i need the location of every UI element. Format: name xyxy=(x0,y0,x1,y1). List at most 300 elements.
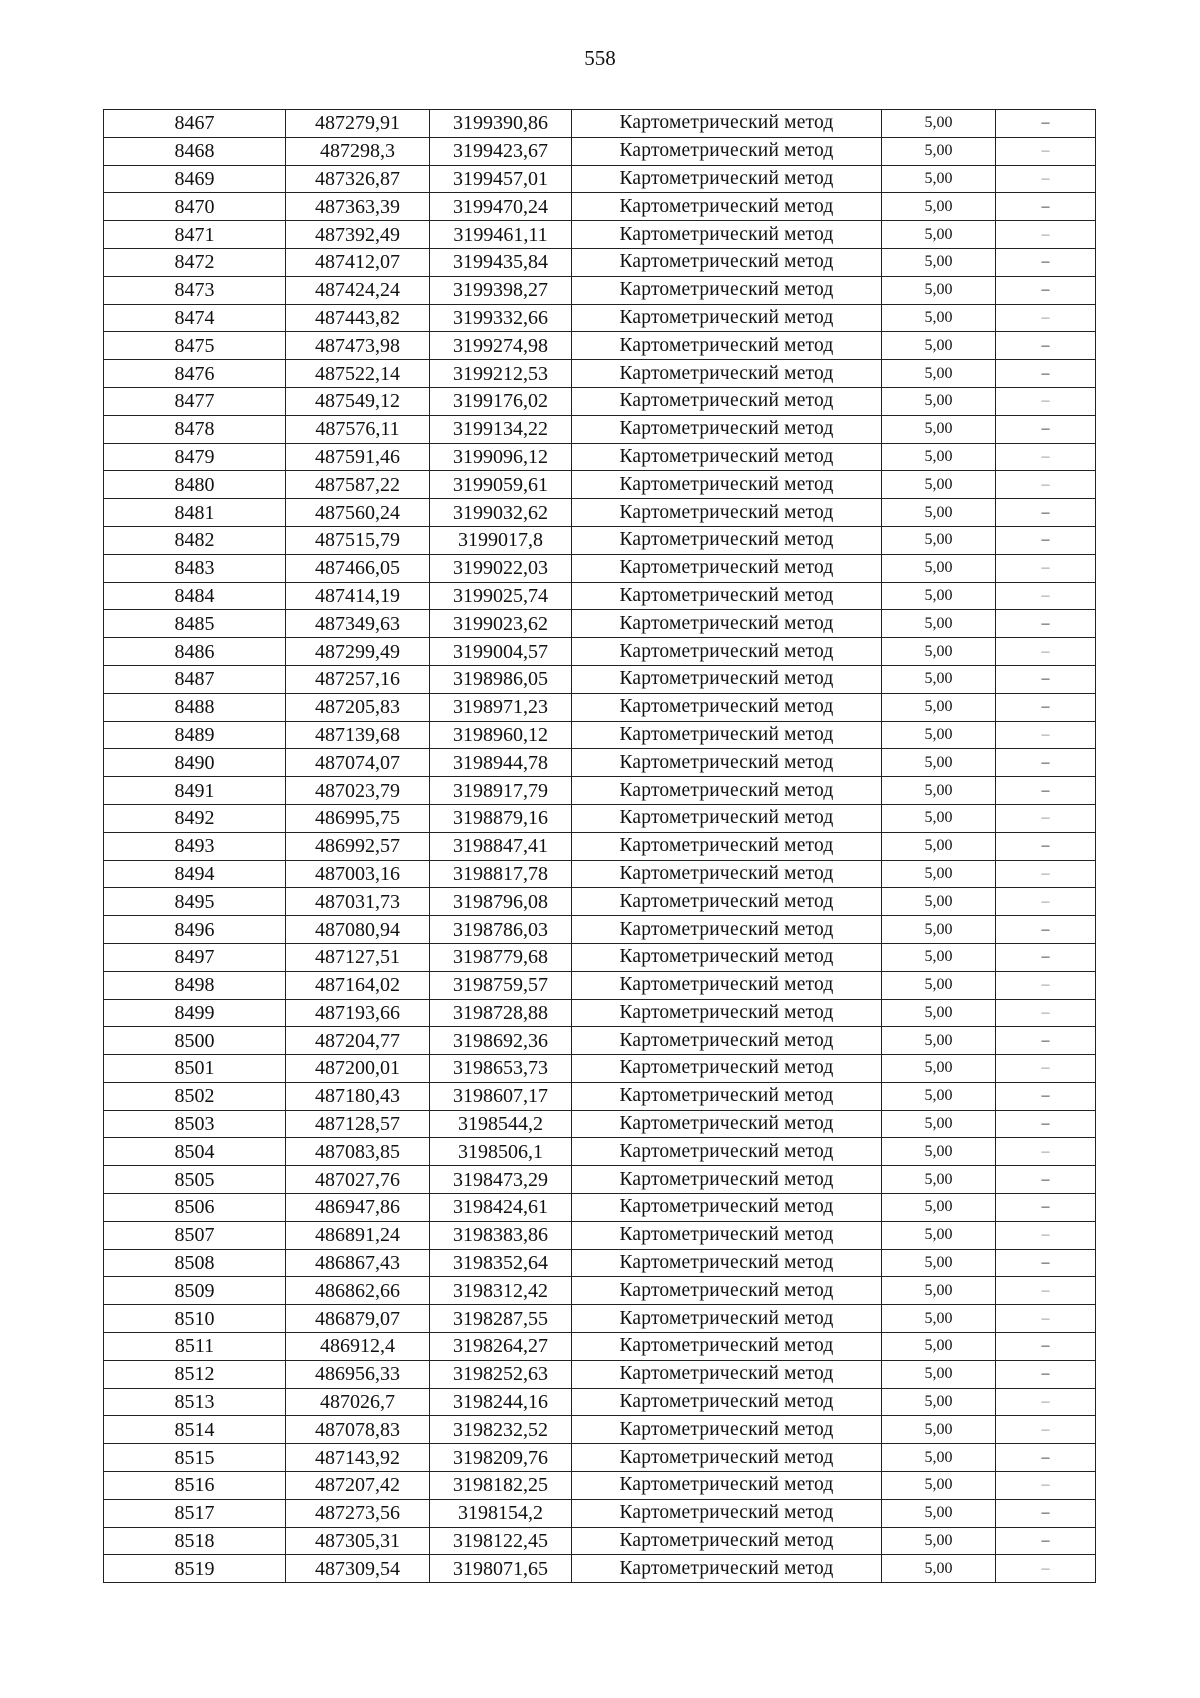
x-coordinate-cell: 487023,79 xyxy=(286,777,430,805)
table-row xyxy=(104,665,1096,693)
accuracy-cell: 5,00 xyxy=(882,360,996,388)
table-row xyxy=(104,888,1096,916)
x-coordinate-cell: 487466,05 xyxy=(286,554,430,582)
table-row xyxy=(104,1555,1096,1583)
x-coordinate-cell: 487128,57 xyxy=(286,1110,430,1138)
point-number-cell: 8508 xyxy=(104,1249,286,1277)
accuracy-cell: 5,00 xyxy=(882,248,996,276)
y-coordinate-cell: 3198759,57 xyxy=(430,971,572,999)
x-coordinate-cell: 487522,14 xyxy=(286,360,430,388)
table-row xyxy=(104,276,1096,304)
y-coordinate-cell: 3199423,67 xyxy=(430,137,572,165)
method-cell: Картометрический метод xyxy=(572,1110,882,1138)
point-number-cell: 8507 xyxy=(104,1221,286,1249)
point-number-cell: 8469 xyxy=(104,165,286,193)
note-cell: – xyxy=(996,471,1096,499)
y-coordinate-cell: 3198728,88 xyxy=(430,999,572,1027)
x-coordinate-cell: 487257,16 xyxy=(286,665,430,693)
y-coordinate-cell: 3199134,22 xyxy=(430,415,572,443)
note-cell: – xyxy=(996,443,1096,471)
x-coordinate-cell: 487560,24 xyxy=(286,499,430,527)
method-cell: Картометрический метод xyxy=(572,554,882,582)
table-row xyxy=(104,1472,1096,1500)
y-coordinate-cell: 3199025,74 xyxy=(430,582,572,610)
x-coordinate-cell: 486912,4 xyxy=(286,1333,430,1361)
accuracy-cell: 5,00 xyxy=(882,415,996,443)
y-coordinate-cell: 3199096,12 xyxy=(430,443,572,471)
point-number-cell: 8496 xyxy=(104,916,286,944)
method-cell: Картометрический метод xyxy=(572,693,882,721)
y-coordinate-cell: 3198232,52 xyxy=(430,1416,572,1444)
x-coordinate-cell: 486947,86 xyxy=(286,1194,430,1222)
note-cell: – xyxy=(996,749,1096,777)
table-row xyxy=(104,443,1096,471)
x-coordinate-cell: 487309,54 xyxy=(286,1555,430,1583)
method-cell: Картометрический метод xyxy=(572,1138,882,1166)
note-cell: – xyxy=(996,165,1096,193)
y-coordinate-cell: 3198252,63 xyxy=(430,1360,572,1388)
y-coordinate-cell: 3198692,36 xyxy=(430,1027,572,1055)
method-cell: Картометрический метод xyxy=(572,387,882,415)
point-number-cell: 8479 xyxy=(104,443,286,471)
y-coordinate-cell: 3199390,86 xyxy=(430,110,572,138)
y-coordinate-cell: 3198383,86 xyxy=(430,1221,572,1249)
x-coordinate-cell: 487392,49 xyxy=(286,221,430,249)
accuracy-cell: 5,00 xyxy=(882,276,996,304)
x-coordinate-cell: 486995,75 xyxy=(286,804,430,832)
table-body xyxy=(104,110,1096,1583)
note-cell: – xyxy=(996,1360,1096,1388)
point-number-cell: 8467 xyxy=(104,110,286,138)
table-row xyxy=(104,1249,1096,1277)
method-cell: Картометрический метод xyxy=(572,499,882,527)
method-cell: Картометрический метод xyxy=(572,999,882,1027)
point-number-cell: 8497 xyxy=(104,943,286,971)
point-number-cell: 8481 xyxy=(104,499,286,527)
accuracy-cell: 5,00 xyxy=(882,1110,996,1138)
point-number-cell: 8470 xyxy=(104,193,286,221)
note-cell: – xyxy=(996,693,1096,721)
y-coordinate-cell: 3198653,73 xyxy=(430,1055,572,1083)
point-number-cell: 8494 xyxy=(104,860,286,888)
y-coordinate-cell: 3198182,25 xyxy=(430,1472,572,1500)
note-cell: – xyxy=(996,1221,1096,1249)
x-coordinate-cell: 487424,24 xyxy=(286,276,430,304)
y-coordinate-cell: 3199457,01 xyxy=(430,165,572,193)
y-coordinate-cell: 3198424,61 xyxy=(430,1194,572,1222)
method-cell: Картометрический метод xyxy=(572,1472,882,1500)
y-coordinate-cell: 3198971,23 xyxy=(430,693,572,721)
table-row xyxy=(104,804,1096,832)
point-number-cell: 8513 xyxy=(104,1388,286,1416)
x-coordinate-cell: 487349,63 xyxy=(286,610,430,638)
x-coordinate-cell: 487443,82 xyxy=(286,304,430,332)
y-coordinate-cell: 3199017,8 xyxy=(430,526,572,554)
method-cell: Картометрический метод xyxy=(572,110,882,138)
x-coordinate-cell: 486867,43 xyxy=(286,1249,430,1277)
table-row xyxy=(104,1333,1096,1361)
x-coordinate-cell: 486992,57 xyxy=(286,832,430,860)
y-coordinate-cell: 3198473,29 xyxy=(430,1166,572,1194)
method-cell: Картометрический метод xyxy=(572,443,882,471)
note-cell: – xyxy=(996,1082,1096,1110)
y-coordinate-cell: 3198917,79 xyxy=(430,777,572,805)
y-coordinate-cell: 3198847,41 xyxy=(430,832,572,860)
table-row xyxy=(104,360,1096,388)
accuracy-cell: 5,00 xyxy=(882,1221,996,1249)
point-number-cell: 8515 xyxy=(104,1444,286,1472)
note-cell: – xyxy=(996,1472,1096,1500)
accuracy-cell: 5,00 xyxy=(882,582,996,610)
accuracy-cell: 5,00 xyxy=(882,916,996,944)
x-coordinate-cell: 487473,98 xyxy=(286,332,430,360)
method-cell: Картометрический метод xyxy=(572,943,882,971)
note-cell: – xyxy=(996,665,1096,693)
x-coordinate-cell: 487576,11 xyxy=(286,415,430,443)
accuracy-cell: 5,00 xyxy=(882,971,996,999)
table-row xyxy=(104,749,1096,777)
x-coordinate-cell: 487207,42 xyxy=(286,1472,430,1500)
accuracy-cell: 5,00 xyxy=(882,110,996,138)
point-number-cell: 8491 xyxy=(104,777,286,805)
method-cell: Картометрический метод xyxy=(572,137,882,165)
x-coordinate-cell: 487591,46 xyxy=(286,443,430,471)
point-number-cell: 8474 xyxy=(104,304,286,332)
y-coordinate-cell: 3198154,2 xyxy=(430,1499,572,1527)
accuracy-cell: 5,00 xyxy=(882,721,996,749)
table-row xyxy=(104,499,1096,527)
note-cell: – xyxy=(996,1277,1096,1305)
table-row xyxy=(104,137,1096,165)
point-number-cell: 8486 xyxy=(104,638,286,666)
accuracy-cell: 5,00 xyxy=(882,1444,996,1472)
x-coordinate-cell: 487003,16 xyxy=(286,860,430,888)
table-row xyxy=(104,1055,1096,1083)
accuracy-cell: 5,00 xyxy=(882,1499,996,1527)
method-cell: Картометрический метод xyxy=(572,1249,882,1277)
y-coordinate-cell: 3198986,05 xyxy=(430,665,572,693)
accuracy-cell: 5,00 xyxy=(882,443,996,471)
accuracy-cell: 5,00 xyxy=(882,1555,996,1583)
method-cell: Картометрический метод xyxy=(572,1027,882,1055)
point-number-cell: 8475 xyxy=(104,332,286,360)
y-coordinate-cell: 3199023,62 xyxy=(430,610,572,638)
y-coordinate-cell: 3198944,78 xyxy=(430,749,572,777)
note-cell: – xyxy=(996,360,1096,388)
y-coordinate-cell: 3199332,66 xyxy=(430,304,572,332)
point-number-cell: 8510 xyxy=(104,1305,286,1333)
note-cell: – xyxy=(996,943,1096,971)
y-coordinate-cell: 3199274,98 xyxy=(430,332,572,360)
method-cell: Картометрический метод xyxy=(572,1527,882,1555)
point-number-cell: 8519 xyxy=(104,1555,286,1583)
y-coordinate-cell: 3198607,17 xyxy=(430,1082,572,1110)
note-cell: – xyxy=(996,1249,1096,1277)
y-coordinate-cell: 3199461,11 xyxy=(430,221,572,249)
x-coordinate-cell: 487298,3 xyxy=(286,137,430,165)
y-coordinate-cell: 3199059,61 xyxy=(430,471,572,499)
point-number-cell: 8502 xyxy=(104,1082,286,1110)
method-cell: Картометрический метод xyxy=(572,1082,882,1110)
method-cell: Картометрический метод xyxy=(572,1333,882,1361)
accuracy-cell: 5,00 xyxy=(882,943,996,971)
x-coordinate-cell: 487143,92 xyxy=(286,1444,430,1472)
table-row xyxy=(104,165,1096,193)
accuracy-cell: 5,00 xyxy=(882,1194,996,1222)
method-cell: Картометрический метод xyxy=(572,1416,882,1444)
method-cell: Картометрический метод xyxy=(572,1555,882,1583)
method-cell: Картометрический метод xyxy=(572,332,882,360)
note-cell: – xyxy=(996,1110,1096,1138)
point-number-cell: 8489 xyxy=(104,721,286,749)
note-cell: – xyxy=(996,137,1096,165)
point-number-cell: 8500 xyxy=(104,1027,286,1055)
point-number-cell: 8490 xyxy=(104,749,286,777)
accuracy-cell: 5,00 xyxy=(882,1138,996,1166)
x-coordinate-cell: 487083,85 xyxy=(286,1138,430,1166)
table-row xyxy=(104,971,1096,999)
point-number-cell: 8503 xyxy=(104,1110,286,1138)
accuracy-cell: 5,00 xyxy=(882,1388,996,1416)
note-cell: – xyxy=(996,304,1096,332)
table-row xyxy=(104,1082,1096,1110)
method-cell: Картометрический метод xyxy=(572,1388,882,1416)
method-cell: Картометрический метод xyxy=(572,471,882,499)
point-number-cell: 8501 xyxy=(104,1055,286,1083)
note-cell: – xyxy=(996,888,1096,916)
table-row xyxy=(104,943,1096,971)
point-number-cell: 8484 xyxy=(104,582,286,610)
accuracy-cell: 5,00 xyxy=(882,1249,996,1277)
note-cell: – xyxy=(996,526,1096,554)
note-cell: – xyxy=(996,610,1096,638)
x-coordinate-cell: 487193,66 xyxy=(286,999,430,1027)
accuracy-cell: 5,00 xyxy=(882,1416,996,1444)
table-row xyxy=(104,1110,1096,1138)
accuracy-cell: 5,00 xyxy=(882,804,996,832)
point-number-cell: 8488 xyxy=(104,693,286,721)
x-coordinate-cell: 487204,77 xyxy=(286,1027,430,1055)
point-number-cell: 8492 xyxy=(104,804,286,832)
accuracy-cell: 5,00 xyxy=(882,221,996,249)
point-number-cell: 8517 xyxy=(104,1499,286,1527)
method-cell: Картометрический метод xyxy=(572,971,882,999)
note-cell: – xyxy=(996,1444,1096,1472)
y-coordinate-cell: 3198312,42 xyxy=(430,1277,572,1305)
note-cell: – xyxy=(996,1138,1096,1166)
table-row xyxy=(104,610,1096,638)
accuracy-cell: 5,00 xyxy=(882,1277,996,1305)
y-coordinate-cell: 3199004,57 xyxy=(430,638,572,666)
point-number-cell: 8516 xyxy=(104,1472,286,1500)
accuracy-cell: 5,00 xyxy=(882,832,996,860)
note-cell: – xyxy=(996,110,1096,138)
point-number-cell: 8514 xyxy=(104,1416,286,1444)
point-number-cell: 8509 xyxy=(104,1277,286,1305)
method-cell: Картометрический метод xyxy=(572,360,882,388)
note-cell: – xyxy=(996,499,1096,527)
note-cell: – xyxy=(996,1416,1096,1444)
note-cell: – xyxy=(996,1166,1096,1194)
accuracy-cell: 5,00 xyxy=(882,1305,996,1333)
method-cell: Картометрический метод xyxy=(572,860,882,888)
x-coordinate-cell: 487031,73 xyxy=(286,888,430,916)
y-coordinate-cell: 3198960,12 xyxy=(430,721,572,749)
x-coordinate-cell: 487587,22 xyxy=(286,471,430,499)
method-cell: Картометрический метод xyxy=(572,304,882,332)
accuracy-cell: 5,00 xyxy=(882,777,996,805)
note-cell: – xyxy=(996,1055,1096,1083)
note-cell: – xyxy=(996,721,1096,749)
accuracy-cell: 5,00 xyxy=(882,1082,996,1110)
method-cell: Картометрический метод xyxy=(572,888,882,916)
table-row xyxy=(104,1527,1096,1555)
point-number-cell: 8485 xyxy=(104,610,286,638)
note-cell: – xyxy=(996,1333,1096,1361)
accuracy-cell: 5,00 xyxy=(882,165,996,193)
page-number: 558 xyxy=(584,46,616,70)
x-coordinate-cell: 487139,68 xyxy=(286,721,430,749)
y-coordinate-cell: 3199032,62 xyxy=(430,499,572,527)
x-coordinate-cell: 486891,24 xyxy=(286,1221,430,1249)
note-cell: – xyxy=(996,1555,1096,1583)
point-number-cell: 8472 xyxy=(104,248,286,276)
y-coordinate-cell: 3198071,65 xyxy=(430,1555,572,1583)
table-row xyxy=(104,471,1096,499)
table-row xyxy=(104,248,1096,276)
method-cell: Картометрический метод xyxy=(572,582,882,610)
y-coordinate-cell: 3198122,45 xyxy=(430,1527,572,1555)
accuracy-cell: 5,00 xyxy=(882,693,996,721)
method-cell: Картометрический метод xyxy=(572,1499,882,1527)
method-cell: Картометрический метод xyxy=(572,276,882,304)
method-cell: Картометрический метод xyxy=(572,526,882,554)
table-row xyxy=(104,415,1096,443)
note-cell: – xyxy=(996,554,1096,582)
method-cell: Картометрический метод xyxy=(572,221,882,249)
x-coordinate-cell: 487279,91 xyxy=(286,110,430,138)
x-coordinate-cell: 487412,07 xyxy=(286,248,430,276)
x-coordinate-cell: 487205,83 xyxy=(286,693,430,721)
y-coordinate-cell: 3198544,2 xyxy=(430,1110,572,1138)
x-coordinate-cell: 487305,31 xyxy=(286,1527,430,1555)
method-cell: Картометрический метод xyxy=(572,1194,882,1222)
table-row xyxy=(104,1305,1096,1333)
table-row xyxy=(104,110,1096,138)
table-row xyxy=(104,777,1096,805)
accuracy-cell: 5,00 xyxy=(882,193,996,221)
table-row xyxy=(104,693,1096,721)
table-row xyxy=(104,193,1096,221)
point-number-cell: 8476 xyxy=(104,360,286,388)
method-cell: Картометрический метод xyxy=(572,1166,882,1194)
y-coordinate-cell: 3198817,78 xyxy=(430,860,572,888)
table-row xyxy=(104,1027,1096,1055)
note-cell: – xyxy=(996,193,1096,221)
y-coordinate-cell: 3198796,08 xyxy=(430,888,572,916)
method-cell: Картометрический метод xyxy=(572,749,882,777)
note-cell: – xyxy=(996,777,1096,805)
x-coordinate-cell: 487026,7 xyxy=(286,1388,430,1416)
table-row xyxy=(104,1138,1096,1166)
point-number-cell: 8511 xyxy=(104,1333,286,1361)
note-cell: – xyxy=(996,999,1096,1027)
note-cell: – xyxy=(996,1305,1096,1333)
accuracy-cell: 5,00 xyxy=(882,1527,996,1555)
note-cell: – xyxy=(996,582,1096,610)
method-cell: Картометрический метод xyxy=(572,1444,882,1472)
accuracy-cell: 5,00 xyxy=(882,471,996,499)
note-cell: – xyxy=(996,804,1096,832)
table-row xyxy=(104,526,1096,554)
point-number-cell: 8473 xyxy=(104,276,286,304)
y-coordinate-cell: 3199435,84 xyxy=(430,248,572,276)
note-cell: – xyxy=(996,1027,1096,1055)
x-coordinate-cell: 487180,43 xyxy=(286,1082,430,1110)
method-cell: Картометрический метод xyxy=(572,1305,882,1333)
y-coordinate-cell: 3198879,16 xyxy=(430,804,572,832)
y-coordinate-cell: 3198264,27 xyxy=(430,1333,572,1361)
accuracy-cell: 5,00 xyxy=(882,749,996,777)
y-coordinate-cell: 3199398,27 xyxy=(430,276,572,304)
point-number-cell: 8505 xyxy=(104,1166,286,1194)
accuracy-cell: 5,00 xyxy=(882,610,996,638)
point-number-cell: 8480 xyxy=(104,471,286,499)
table-row xyxy=(104,1166,1096,1194)
note-cell: – xyxy=(996,1194,1096,1222)
table-row xyxy=(104,832,1096,860)
accuracy-cell: 5,00 xyxy=(882,1166,996,1194)
point-number-cell: 8483 xyxy=(104,554,286,582)
note-cell: – xyxy=(996,276,1096,304)
table-row xyxy=(104,1360,1096,1388)
table-row xyxy=(104,1277,1096,1305)
x-coordinate-cell: 487164,02 xyxy=(286,971,430,999)
point-number-cell: 8499 xyxy=(104,999,286,1027)
accuracy-cell: 5,00 xyxy=(882,999,996,1027)
table-row xyxy=(104,1416,1096,1444)
table-row xyxy=(104,1499,1096,1527)
y-coordinate-cell: 3199470,24 xyxy=(430,193,572,221)
point-number-cell: 8478 xyxy=(104,415,286,443)
method-cell: Картометрический метод xyxy=(572,777,882,805)
accuracy-cell: 5,00 xyxy=(882,1055,996,1083)
method-cell: Картометрический метод xyxy=(572,721,882,749)
note-cell: – xyxy=(996,221,1096,249)
table-row xyxy=(104,1221,1096,1249)
point-number-cell: 8471 xyxy=(104,221,286,249)
method-cell: Картометрический метод xyxy=(572,415,882,443)
table-row xyxy=(104,1388,1096,1416)
method-cell: Картометрический метод xyxy=(572,1221,882,1249)
x-coordinate-cell: 487080,94 xyxy=(286,916,430,944)
note-cell: – xyxy=(996,832,1096,860)
table-row xyxy=(104,387,1096,415)
y-coordinate-cell: 3199022,03 xyxy=(430,554,572,582)
note-cell: – xyxy=(996,248,1096,276)
accuracy-cell: 5,00 xyxy=(882,1360,996,1388)
y-coordinate-cell: 3198779,68 xyxy=(430,943,572,971)
point-number-cell: 8468 xyxy=(104,137,286,165)
accuracy-cell: 5,00 xyxy=(882,499,996,527)
x-coordinate-cell: 487078,83 xyxy=(286,1416,430,1444)
x-coordinate-cell: 486862,66 xyxy=(286,1277,430,1305)
method-cell: Картометрический метод xyxy=(572,1277,882,1305)
note-cell: – xyxy=(996,387,1096,415)
method-cell: Картометрический метод xyxy=(572,832,882,860)
y-coordinate-cell: 3198506,1 xyxy=(430,1138,572,1166)
y-coordinate-cell: 3199176,02 xyxy=(430,387,572,415)
